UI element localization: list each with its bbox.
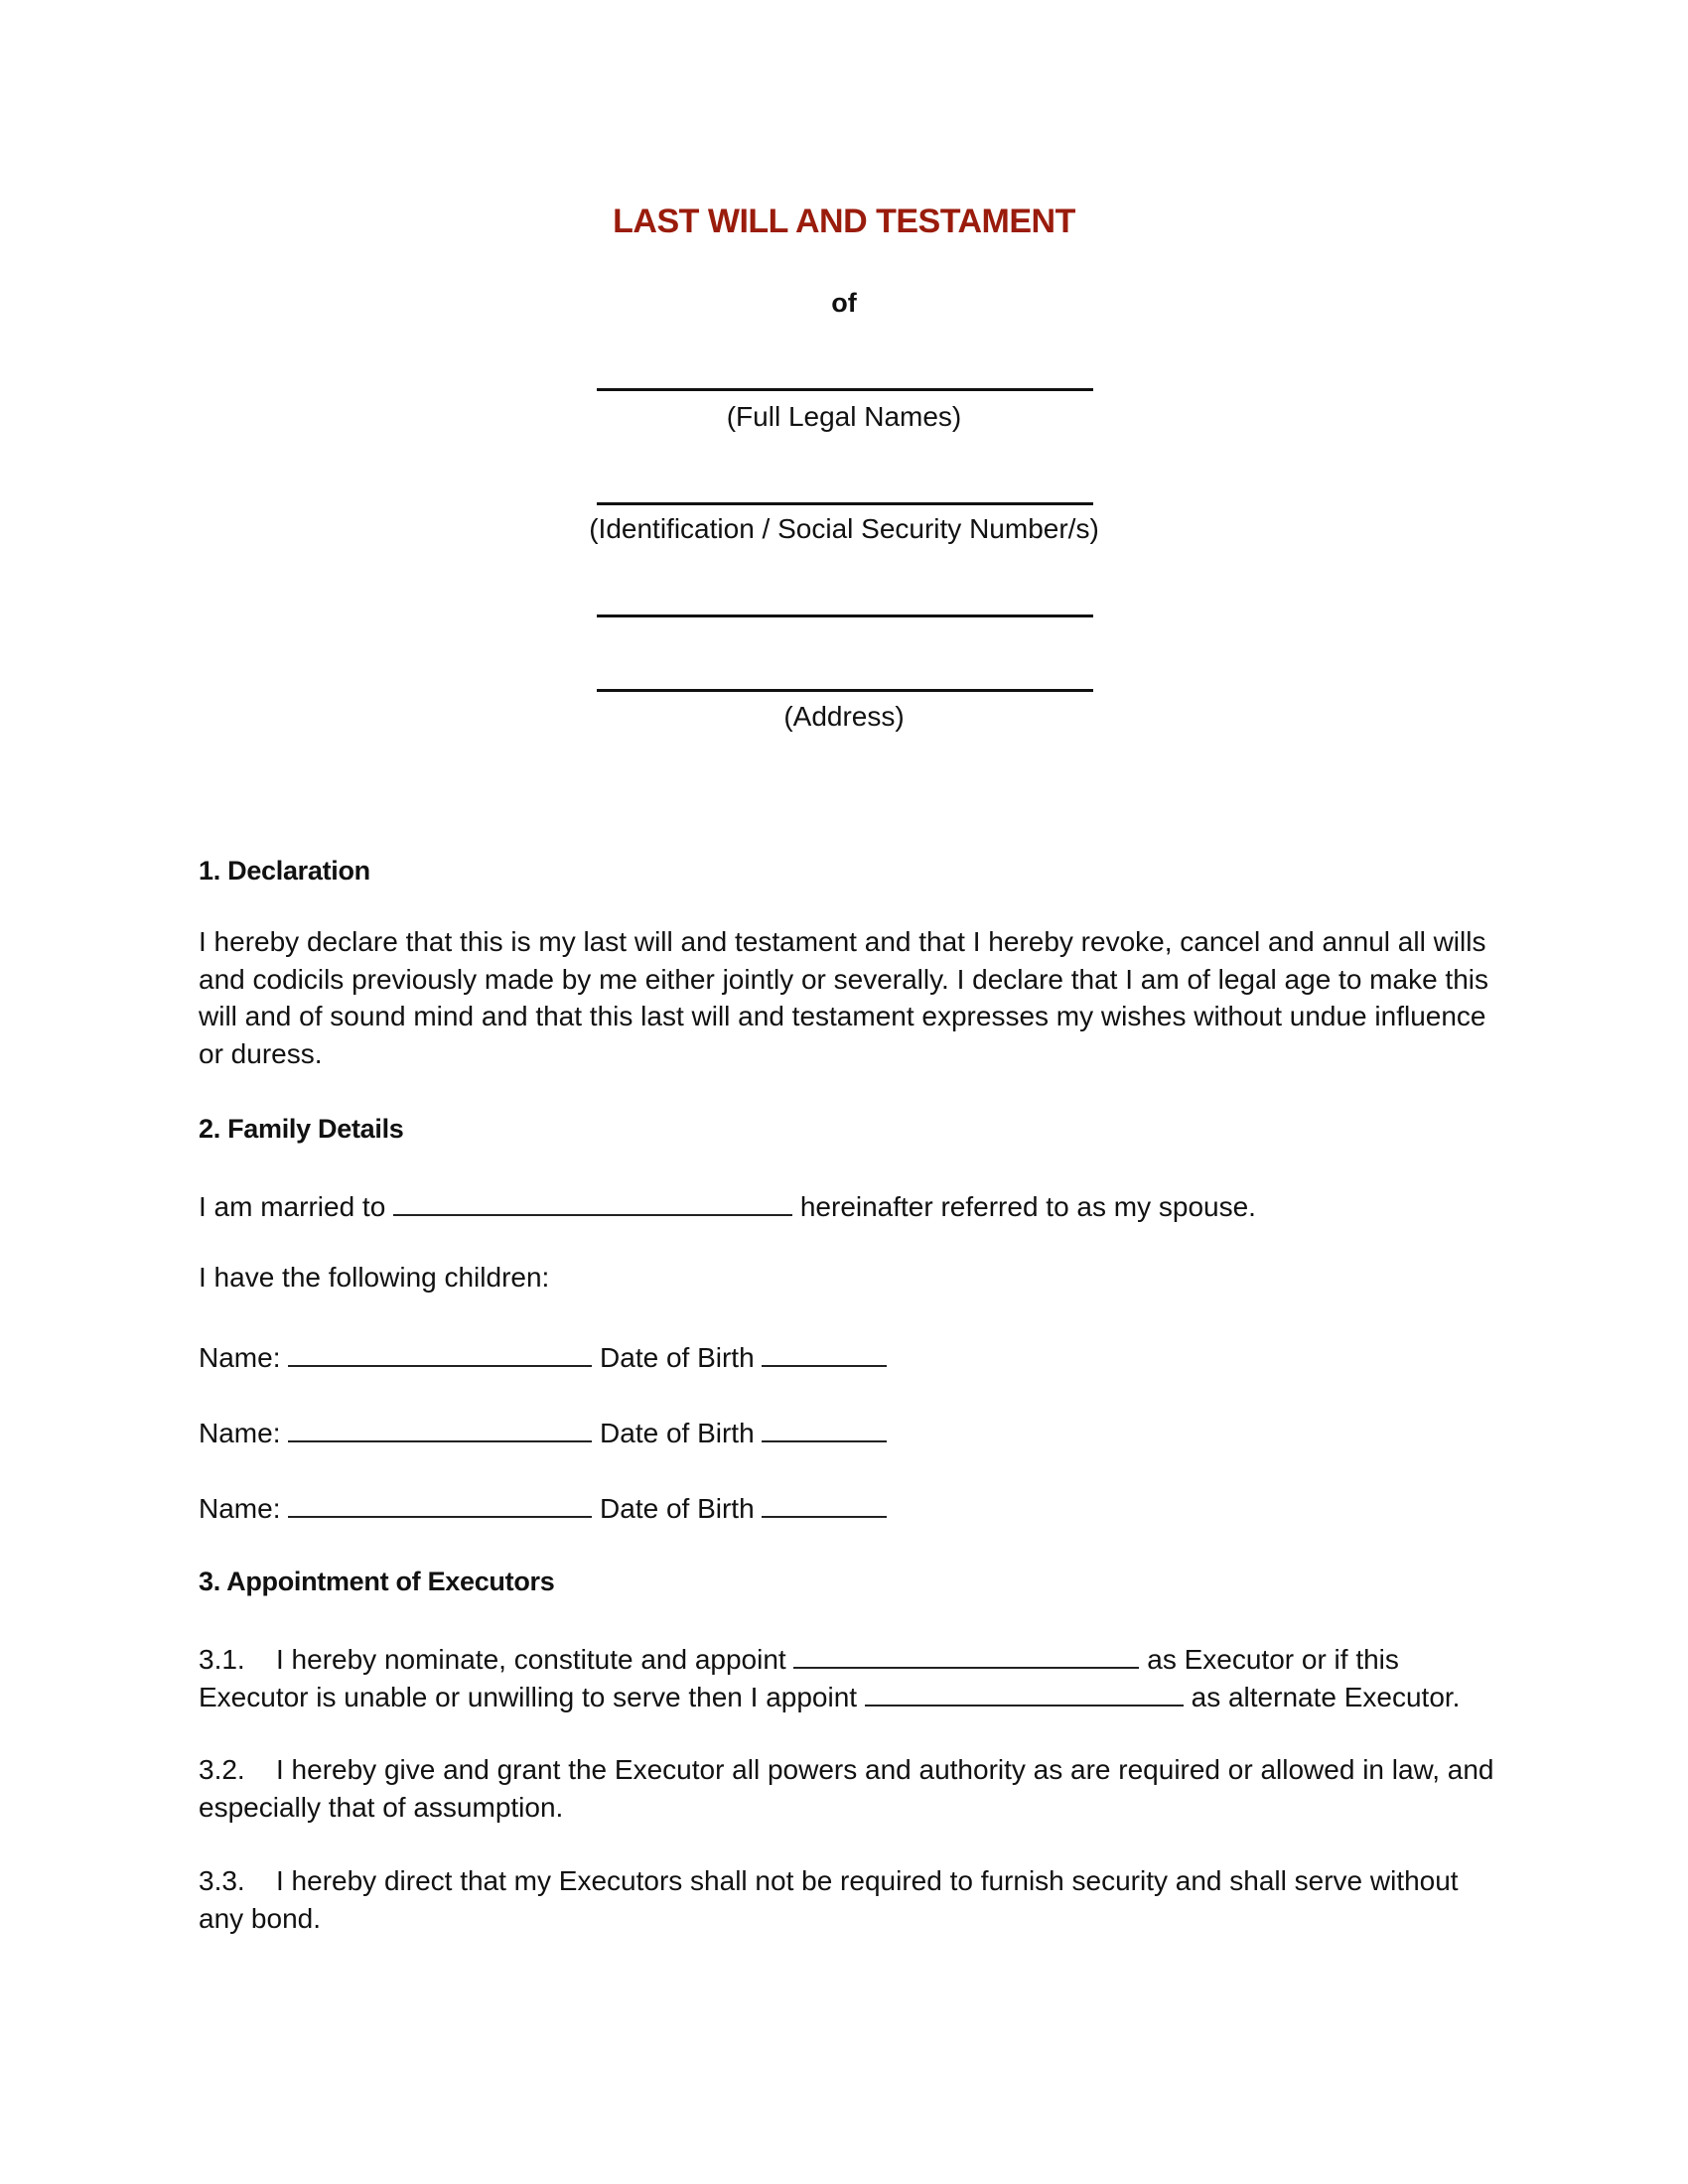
section-heading-executors: 3. Appointment of Executors bbox=[199, 1567, 555, 1596]
clause-number: 3.2. bbox=[199, 1754, 245, 1785]
child-dob-blank[interactable] bbox=[762, 1488, 887, 1518]
clause-3-3-text: I hereby direct that my Executors shall not be required to furnish security and shall serve without any bond. bbox=[199, 1865, 1459, 1934]
clause-3-2-text: I hereby give and grant the Executor all powers and authority as are required or allowed in law, and especially that of assumption. bbox=[199, 1754, 1494, 1823]
child-row bbox=[199, 1413, 887, 1449]
child-name-blank[interactable] bbox=[288, 1488, 592, 1518]
clause-3-2 bbox=[199, 1751, 1499, 1826]
full-legal-names-caption: (Full Legal Names) bbox=[726, 401, 962, 432]
address-line-1 bbox=[597, 614, 1093, 617]
child-name-blank[interactable] bbox=[288, 1413, 592, 1442]
identification-line bbox=[597, 502, 1093, 505]
child-dob-label: Date of Birth bbox=[600, 1418, 755, 1448]
executor-name-blank[interactable] bbox=[793, 1639, 1139, 1669]
of-label: of bbox=[831, 288, 857, 318]
spouse-name-blank[interactable] bbox=[393, 1186, 792, 1216]
full-legal-names-line bbox=[597, 388, 1093, 391]
address-line-2 bbox=[597, 689, 1093, 692]
document-title: LAST WILL AND TESTAMENT bbox=[613, 203, 1075, 240]
child-dob-label: Date of Birth bbox=[600, 1342, 755, 1373]
spouse-prefix: I am married to bbox=[199, 1191, 386, 1222]
child-dob-label: Date of Birth bbox=[600, 1493, 755, 1524]
identification-caption: (Identification / Social Security Number/s) bbox=[589, 513, 1099, 544]
clause-3-1-line-1 bbox=[199, 1639, 1399, 1676]
spouse-suffix: hereinafter referred to as my spouse. bbox=[799, 1191, 1256, 1222]
clause-3-3 bbox=[199, 1862, 1499, 1937]
clause-3-1-part-4: as alternate Executor. bbox=[1191, 1682, 1461, 1712]
children-intro: I have the following children: bbox=[199, 1262, 550, 1293]
clause-3-1-part-1: I hereby nominate, constitute and appoint bbox=[276, 1644, 786, 1675]
child-name-label: Name: bbox=[199, 1493, 281, 1524]
alternate-executor-name-blank[interactable] bbox=[865, 1677, 1184, 1706]
child-row bbox=[199, 1488, 887, 1525]
child-name-blank[interactable] bbox=[288, 1337, 592, 1367]
child-name-label: Name: bbox=[199, 1342, 281, 1373]
section-heading-declaration: 1. Declaration bbox=[199, 856, 370, 886]
declaration-paragraph: I hereby declare that this is my last will and testament and that I hereby revoke, cancel and annul all wills and codicils previously made by me either jointly or severally. I declare that I am of legal age to make this will and of sound mind and that this last will and testament expresses my wishes without undue influence or duress. bbox=[199, 926, 1488, 1069]
clause-3-1-part-2: as Executor or if this bbox=[1147, 1644, 1399, 1675]
clause-number: 3.1. bbox=[199, 1644, 245, 1675]
child-name-label: Name: bbox=[199, 1418, 281, 1448]
address-caption: (Address) bbox=[783, 701, 905, 732]
child-row bbox=[199, 1337, 887, 1374]
section-heading-family-details: 2. Family Details bbox=[199, 1114, 404, 1144]
child-dob-blank[interactable] bbox=[762, 1337, 887, 1367]
spouse-line bbox=[199, 1186, 1256, 1223]
clause-3-1-line-2 bbox=[199, 1677, 1460, 1713]
clause-3-1-part-3: Executor is unable or unwilling to serve then I appoint bbox=[199, 1682, 858, 1712]
child-dob-blank[interactable] bbox=[762, 1413, 887, 1442]
clause-number: 3.3. bbox=[199, 1865, 245, 1896]
